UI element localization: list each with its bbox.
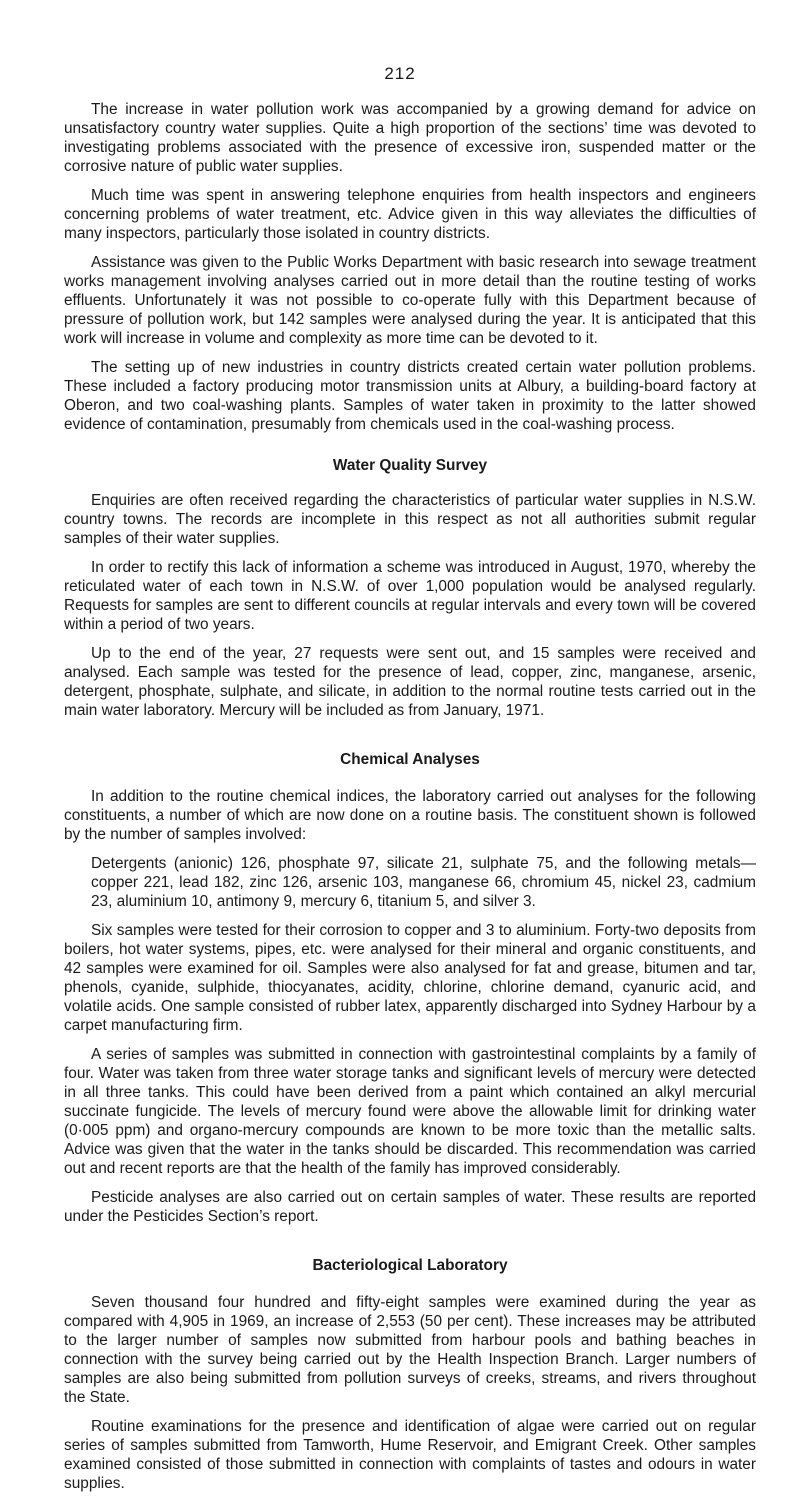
chemical-paragraph-5: Pesticide analyses are also carried out on certain samples of water. These results are reported under the Pesticides Section’s report. <box>64 1189 756 1225</box>
chemical-constituents-list: Detergents (anionic) 126, phosphate 97, silicate 21, sulphate 75, and the following metals— copper 221, lead 182, zinc 126, arsenic 103, manganese 66, chromium 45, nickel 23, cadmium 23, aluminium 10, antimony 9, mercury 6, titanium 5, and silver 3. <box>91 855 756 910</box>
section-heading-bacteriological-laboratory: Bacteriological Laboratory <box>312 1257 508 1274</box>
water-quality-paragraph-2: In order to rectify this lack of information a scheme was introduced in August, 1970, whereby the reticulated water of each town in N.S.W. of over 1,000 population would be analysed regularly. Requests for samples are sent to different councils at regular intervals and every town will be covered within a period of two years. <box>64 559 756 633</box>
section-heading-chemical-analyses: Chemical Analyses <box>340 751 480 768</box>
bacteriological-paragraph-2: Routine examinations for the presence and identification of algae were carried out on regular series of samples submitted from Tamworth, Hume Reservoir, and Emigrant Creek. Other samples examined consisted of those submitted in connection with complaints of tastes and odours in water supplies. <box>64 1418 756 1492</box>
chemical-paragraph-1: In addition to the routine chemical indices, the laboratory carried out analyses for the following constituents, a number of which are now done on a routine basis. The constituent shown is followed by the number of samples involved: <box>64 788 756 843</box>
intro-paragraph-3: Assistance was given to the Public Works Department with basic research into sewage treatment works management involving analyses carried out in more detail than the routine testing of works effluents. Unfortunately it was not possible to co-operate fully with this Department because of pressure of pollution work, but 142 samples were analysed during the year. It is anticipated that this work will increase in volume and complexity as more time can be devoted to it. <box>64 254 756 347</box>
body-text <box>64 100 756 1503</box>
section-heading-water-quality-survey: Water Quality Survey <box>332 457 488 474</box>
intro-paragraph-2: Much time was spent in answering telephone enquiries from health inspectors and engineers concerning problems of water treatment, etc. Advice given in this way alleviates the difficulties of many inspectors, particularly those isolated in country districts. <box>64 187 756 242</box>
page-number: 212 <box>384 64 416 83</box>
chemical-paragraph-4: A series of samples was submitted in connection with gastrointestinal complaints by a family of four. Water was taken from three water storage tanks and significant levels of mercury were detected in all three tanks. This could have been derived from a paint which contained an alkyl mercurial succinate fungicide. The levels of mercury found were above the allowable limit for drinking water (0·005 ppm) and organo-mercury compounds are known to be more toxic than the metallic salts. Advice was given that the water in the tanks should be discarded. This recommendation was carried out and recent reports are that the health of the family has improved considerably. <box>64 1046 756 1177</box>
water-quality-paragraph-1: Enquiries are often received regarding the characteristics of particular water supplies in N.S.W. country towns. The records are incomplete in this respect as not all authorities submit regular samples of their water supplies. <box>64 492 756 547</box>
intro-paragraph-1: The increase in water pollution work was accompanied by a growing demand for advice on unsatisfactory country water supplies. Quite a high proportion of the sections’ time was devoted to investigating problems associated with the presence of excessive iron, suspended matter or the corrosive nature of public water supplies. <box>64 101 756 175</box>
water-quality-paragraph-3: Up to the end of the year, 27 requests were sent out, and 15 samples were received and analysed. Each sample was tested for the presence of lead, copper, zinc, manganese, arsenic, detergent, phosphate, sulphate, and silicate, in addition to the normal routine tests carried out in the main water laboratory. Mercury will be included as from January, 1971. <box>64 645 756 719</box>
bacteriological-paragraph-1: Seven thousand four hundred and fifty-eight samples were examined during the year as compared with 4,905 in 1969, an increase of 2,553 (50 per cent). These increases may be attributed to the larger number of samples now submitted from harbour pools and bathing beaches in connection with the survey being carried out by the Health Inspection Branch. Larger numbers of samples are also being submitted from pollution surveys of creeks, streams, and rivers throughout the State. <box>64 1294 756 1406</box>
chemical-paragraph-3: Six samples were tested for their corrosion to copper and 3 to aluminium. Forty-two deposits from boilers, hot water systems, pipes, etc. were analysed for their mineral and organic constituents, and 42 samples were examined for oil. Samples were also analysed for fat and grease, bitumen and tar, phenols, cyanide, sulphide, thiocyanates, acidity, chlorine, chlorine demand, cyanuric acid, and volatile acids. One sample consisted of rubber latex, apparently discharged into Sydney Harbour by a carpet manufacturing firm. <box>64 922 756 1034</box>
intro-paragraph-4: The setting up of new industries in country districts created certain water pollution problems. These included a factory producing motor transmission units at Albury, a building-board factory at Oberon, and two coal-washing plants. Samples of water taken in proximity to the latter showed evidence of contamination, presumably from chemicals used in the coal-washing process. <box>64 359 756 433</box>
